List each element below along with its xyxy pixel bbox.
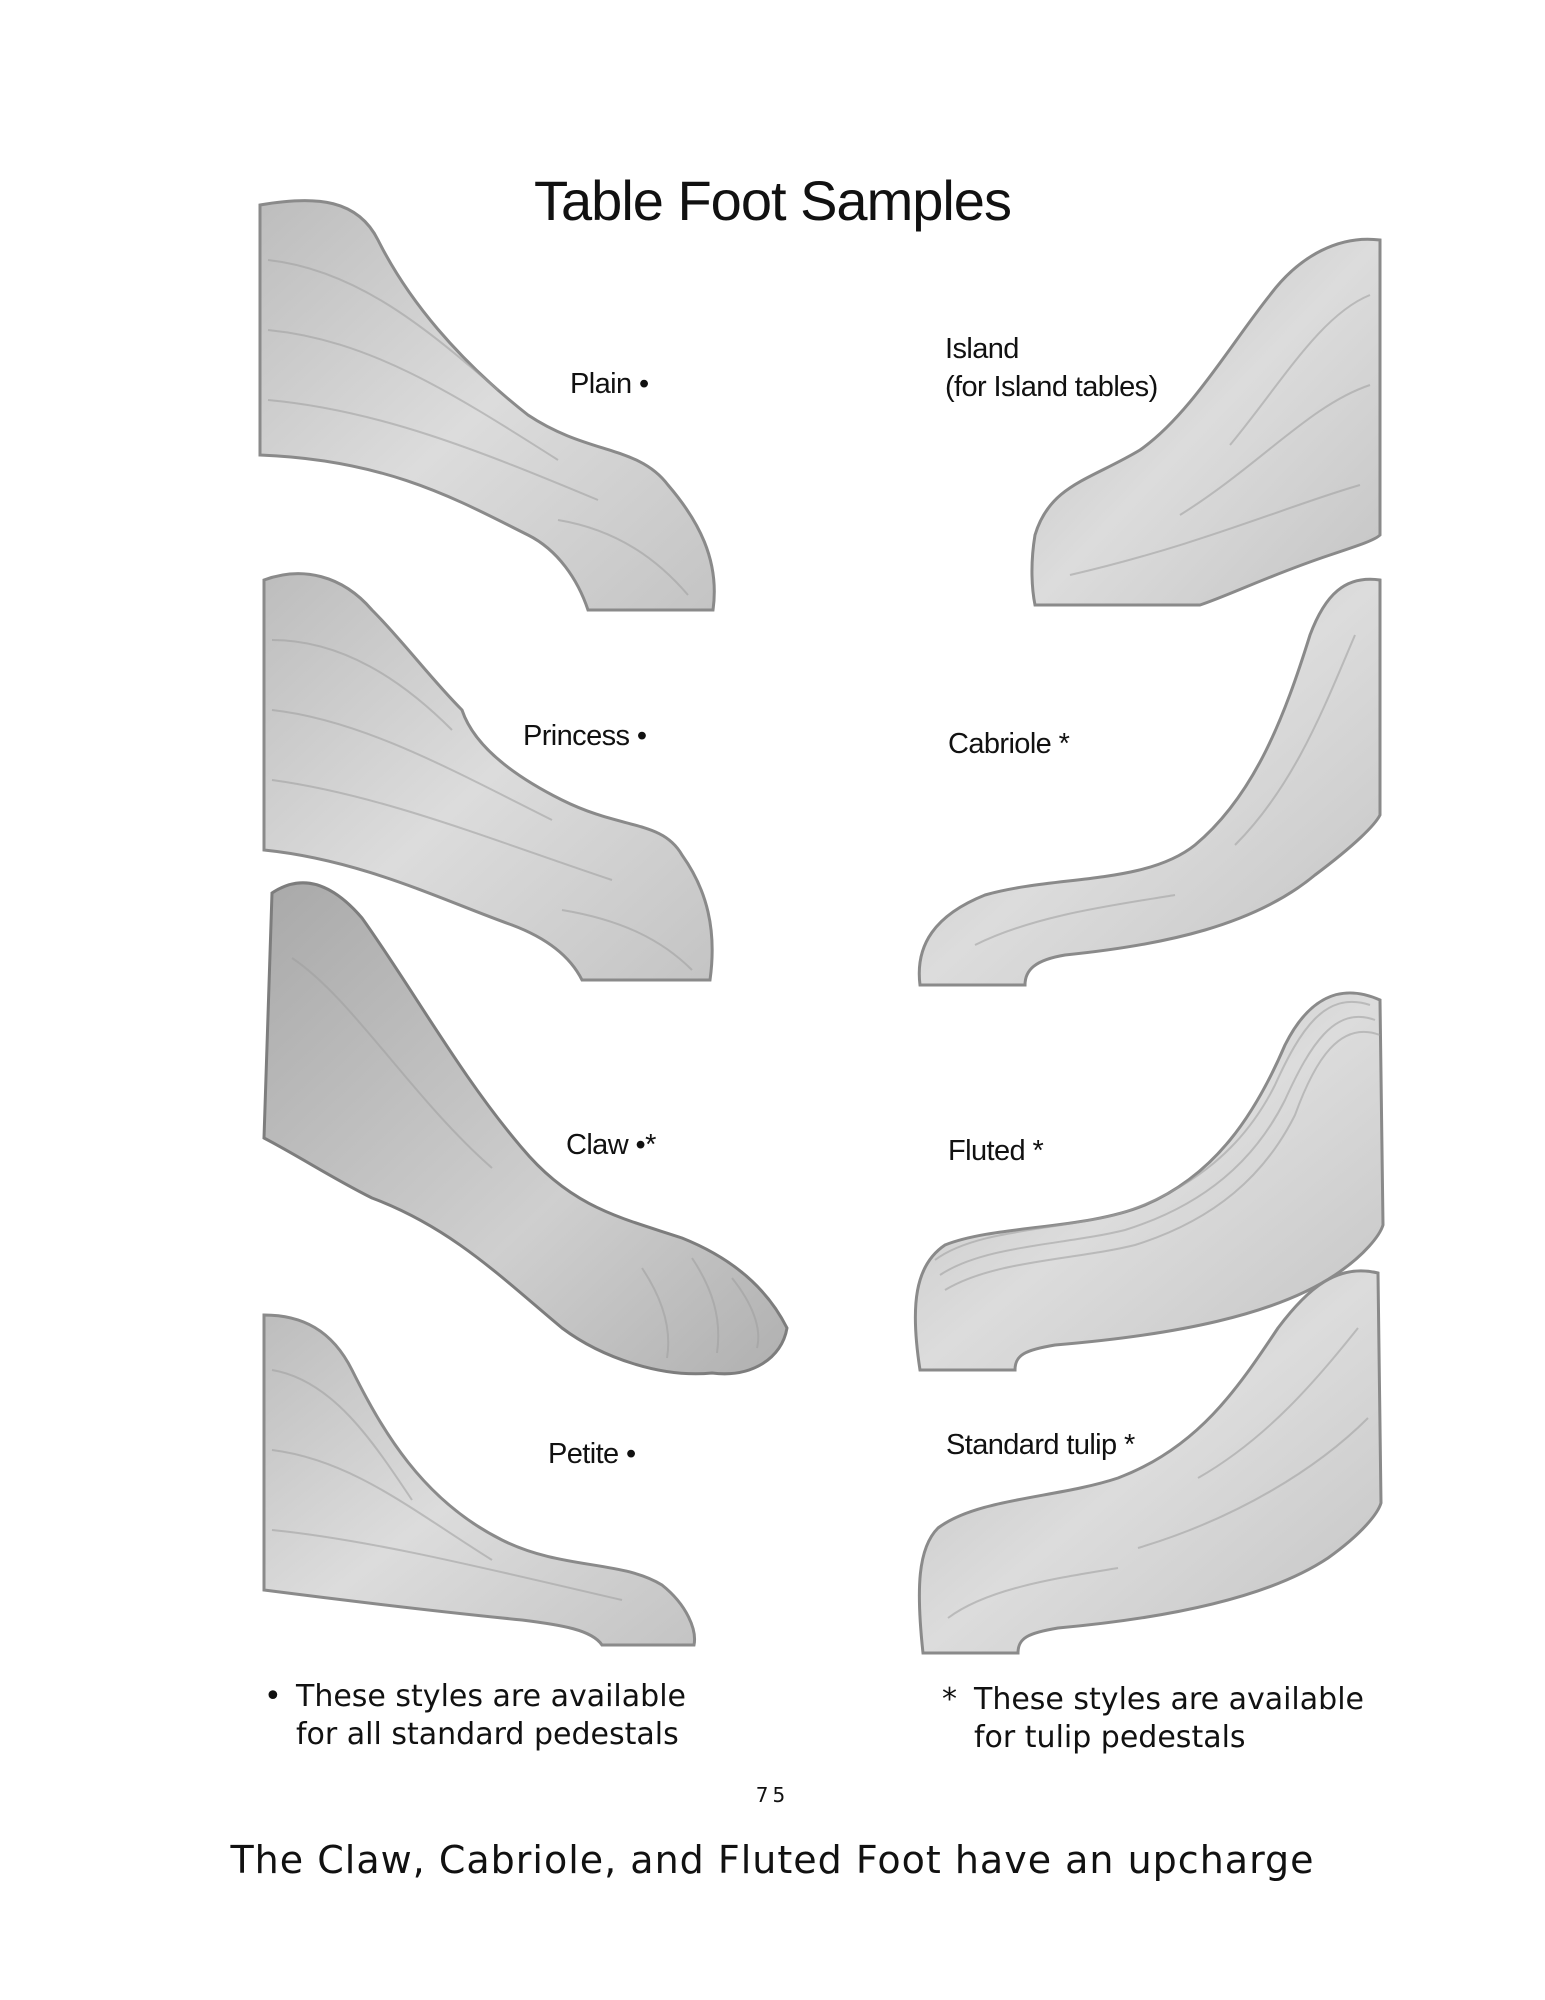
bullet-legend-line2: for all standard pedestals <box>296 1717 679 1752</box>
princess-label: Princess • <box>523 720 647 752</box>
island-foot-illustration <box>1030 235 1382 610</box>
plain-foot-illustration <box>258 200 718 615</box>
bullet-mark: • <box>264 1679 282 1714</box>
claw-label: Claw •* <box>566 1129 656 1161</box>
upcharge-note: The Claw, Cabriole, and Fluted Foot have an upcharge <box>230 1838 1315 1882</box>
asterisk-mark: * <box>942 1682 957 1717</box>
petite-foot-illustration <box>262 1310 702 1650</box>
asterisk-legend-line2: for tulip pedestals <box>974 1720 1246 1755</box>
cabriole-label: Cabriole * <box>948 728 1070 760</box>
page-number: 75 <box>755 1783 790 1807</box>
bullet-legend <box>264 1678 686 1754</box>
petite-label: Petite • <box>548 1438 636 1470</box>
standard-tulip-label: Standard tulip * <box>946 1429 1135 1461</box>
asterisk-legend-line1: These styles are available <box>974 1682 1364 1717</box>
island-label-line1: Island <box>945 333 1019 365</box>
cabriole-foot-illustration <box>915 575 1383 990</box>
page-title: Table Foot Samples <box>534 169 1011 232</box>
plain-label: Plain • <box>570 368 649 400</box>
fluted-label: Fluted * <box>948 1135 1044 1167</box>
bullet-legend-line1: These styles are available <box>296 1679 686 1714</box>
asterisk-legend <box>942 1681 1364 1757</box>
island-label-line2: (for Island tables) <box>945 371 1158 403</box>
